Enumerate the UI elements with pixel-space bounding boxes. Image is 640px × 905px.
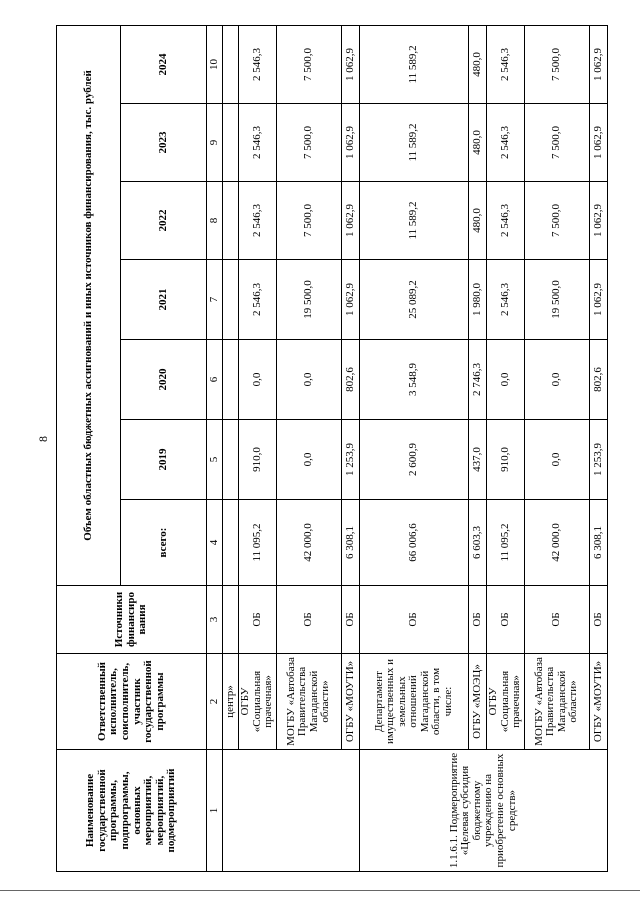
cell-value: 11 095,2: [487, 500, 525, 586]
cell-value: 480,0: [468, 182, 486, 260]
cell-value: 1 062,9: [341, 182, 359, 260]
cell-value: 1 062,9: [589, 104, 607, 182]
table-row: [359, 25, 468, 871]
column-number: 3: [207, 586, 223, 654]
cell-value: 2 546,3: [487, 260, 525, 340]
cell-value: [223, 340, 239, 420]
cell-executor: ОГБУ «Социальная прачечная»: [487, 654, 525, 750]
cell-source: ОБ: [468, 586, 486, 654]
cell-value: 19 500,0: [277, 260, 342, 340]
cell-value: 6 308,1: [589, 500, 607, 586]
table-row: [223, 25, 239, 871]
cell-value: 0,0: [277, 420, 342, 500]
header-year: 2024: [121, 25, 207, 103]
header-year: 2023: [121, 104, 207, 182]
cell-value: 437,0: [468, 420, 486, 500]
cell-value: 1 253,9: [341, 420, 359, 500]
cell-executor: ОГБУ «МОУТИ»: [589, 654, 607, 750]
table-row: [487, 25, 525, 871]
cell-value: 19 500,0: [525, 260, 590, 340]
column-number: 1: [207, 750, 223, 872]
cell-source: ОБ: [359, 586, 468, 654]
cell-source: ОБ: [525, 586, 590, 654]
cell-name: [223, 750, 360, 872]
column-number: 10: [207, 25, 223, 103]
cell-value: 25 089,2: [359, 260, 468, 340]
cell-source: ОБ: [589, 586, 607, 654]
table-row: [589, 25, 607, 871]
cell-value: 1 062,9: [341, 104, 359, 182]
cell-value: 1 062,9: [341, 25, 359, 103]
cell-executor: Департамент имущественных и земельных отношений Магаданской области, в том числе:: [359, 654, 468, 750]
cell-value: 0,0: [525, 340, 590, 420]
cell-source: [223, 586, 239, 654]
footer-rule: [0, 890, 640, 891]
rotated-table-container: [56, 26, 608, 872]
cell-value: 910,0: [239, 420, 277, 500]
cell-value: 1 253,9: [589, 420, 607, 500]
cell-value: 2 746,3: [468, 340, 486, 420]
budget-table: [56, 25, 608, 872]
cell-source: ОБ: [239, 586, 277, 654]
cell-value: [223, 104, 239, 182]
header-name: Наименование государственной программы, подпрограммы, основных мероприятий, мероприятий, подмероприятий: [57, 750, 207, 872]
cell-value: 11 095,2: [239, 500, 277, 586]
cell-value: 1 062,9: [589, 25, 607, 103]
header-total: всего:: [121, 500, 207, 586]
cell-value: 7 500,0: [525, 182, 590, 260]
cell-value: 2 546,3: [239, 25, 277, 103]
column-number: 5: [207, 420, 223, 500]
header-year: 2019: [121, 420, 207, 500]
cell-value: 42 000,0: [277, 500, 342, 586]
table-row: [525, 25, 590, 871]
cell-value: 11 589,2: [359, 104, 468, 182]
cell-value: 3 548,9: [359, 340, 468, 420]
cell-source: ОБ: [277, 586, 342, 654]
cell-source: ОБ: [341, 586, 359, 654]
column-number: 6: [207, 340, 223, 420]
header-year: 2020: [121, 340, 207, 420]
table-row: [341, 25, 359, 871]
cell-value: [223, 420, 239, 500]
cell-value: 0,0: [239, 340, 277, 420]
cell-value: 2 600,9: [359, 420, 468, 500]
column-number: 2: [207, 654, 223, 750]
cell-value: 2 546,3: [487, 104, 525, 182]
cell-executor: ОГБУ «Социальная прачечная»: [239, 654, 277, 750]
cell-value: 11 589,2: [359, 25, 468, 103]
cell-value: 7 500,0: [277, 182, 342, 260]
cell-value: 1 062,9: [341, 260, 359, 340]
table-row: [277, 25, 342, 871]
cell-value: 2 546,3: [487, 182, 525, 260]
cell-value: 42 000,0: [525, 500, 590, 586]
cell-value: 6 308,1: [341, 500, 359, 586]
header-executor: Ответственный исполнитель, соисполнитель, участник государственной программы: [57, 654, 207, 750]
cell-executor: МОГБУ «Автобаза Правительства Магаданской области»: [525, 654, 590, 750]
header-volume-group: Объем областных бюджетных ассигнований и иных источников финансирования, тыс. рублей: [57, 25, 121, 585]
cell-value: 7 500,0: [525, 25, 590, 103]
cell-value: 480,0: [468, 104, 486, 182]
cell-value: 480,0: [468, 25, 486, 103]
header-year: 2021: [121, 260, 207, 340]
header-year: 2022: [121, 182, 207, 260]
cell-value: 0,0: [277, 340, 342, 420]
cell-value: 802,6: [341, 340, 359, 420]
cell-value: 7 500,0: [277, 25, 342, 103]
cell-value: 7 500,0: [277, 104, 342, 182]
cell-value: [223, 260, 239, 340]
column-number: 8: [207, 182, 223, 260]
cell-value: 6 603,3: [468, 500, 486, 586]
cell-value: 2 546,3: [239, 104, 277, 182]
cell-executor: МОГБУ «Автобаза Правительства Магаданской области»: [277, 654, 342, 750]
cell-executor: ОГБУ «МОУТИ»: [341, 654, 359, 750]
cell-executor: ОГБУ «МОЭЦ»: [468, 654, 486, 750]
cell-value: 1 062,9: [589, 260, 607, 340]
cell-value: 2 546,3: [239, 182, 277, 260]
cell-value: [223, 182, 239, 260]
cell-value: 2 546,3: [239, 260, 277, 340]
cell-value: 2 546,3: [487, 25, 525, 103]
cell-value: 66 006,6: [359, 500, 468, 586]
cell-value: 0,0: [487, 340, 525, 420]
cell-value: 802,6: [589, 340, 607, 420]
table-row: [239, 25, 277, 871]
table-row: [468, 25, 486, 871]
cell-value: [223, 25, 239, 103]
header-source: Источники финансиро вания: [57, 586, 207, 654]
column-number: 4: [207, 500, 223, 586]
cell-value: 7 500,0: [525, 104, 590, 182]
cell-value: 1 980,0: [468, 260, 486, 340]
cell-value: 910,0: [487, 420, 525, 500]
column-number: 7: [207, 260, 223, 340]
cell-name-submeasure: 1.1.6.1. Подмероприятие «Целевая субсидия бюджетному учреждению на приобретение основных средств»: [359, 750, 607, 872]
cell-source: ОБ: [487, 586, 525, 654]
cell-value: 1 062,9: [589, 182, 607, 260]
cell-executor: центр»: [223, 654, 239, 750]
cell-value: 11 589,2: [359, 182, 468, 260]
column-number: 9: [207, 104, 223, 182]
page-number: 8: [36, 436, 50, 442]
cell-value: 0,0: [525, 420, 590, 500]
cell-value: [223, 500, 239, 586]
